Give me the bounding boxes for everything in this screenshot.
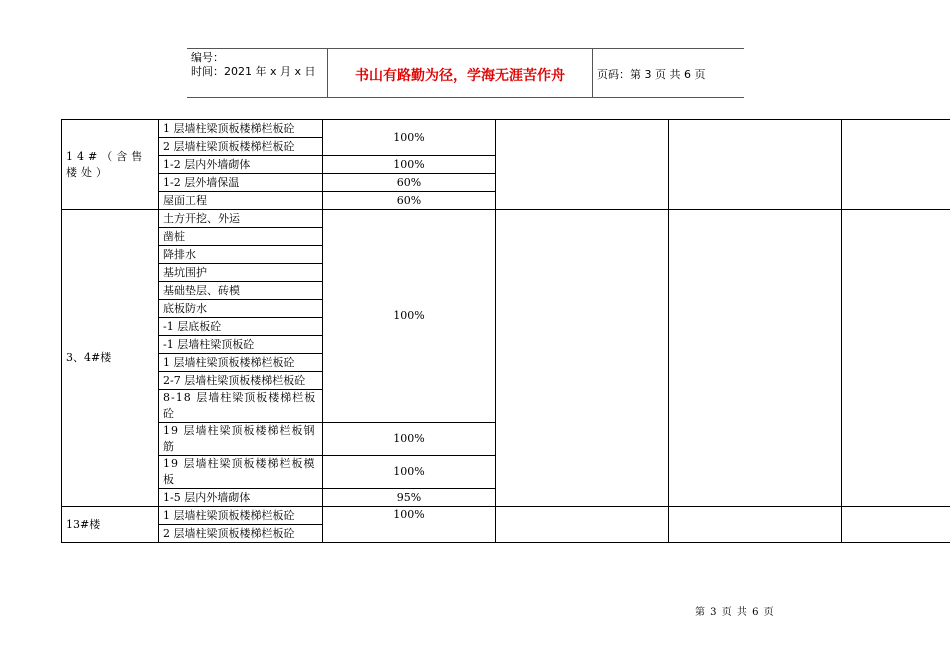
percent-cell: 100% xyxy=(323,456,496,489)
item-cell: 1 层墙柱梁顶板楼梯栏板砼 xyxy=(159,354,323,372)
blank-cell xyxy=(842,210,950,507)
item-cell: 底板防水 xyxy=(159,300,323,318)
item-cell: -1 层底板砼 xyxy=(159,318,323,336)
table-row xyxy=(62,210,950,228)
item-cell: 1 层墙柱梁顶板楼梯栏板砼 xyxy=(159,120,323,138)
blank-cell xyxy=(842,507,950,543)
item-cell: 19 层墙柱梁顶板楼梯栏板模板 xyxy=(159,456,323,489)
item-cell: 2-7 层墙柱梁顶板楼梯栏板砼 xyxy=(159,372,323,390)
item-cell: 1-2 层内外墙砌体 xyxy=(159,156,323,174)
group-name-14: 14#（含售楼处） xyxy=(62,120,159,210)
item-cell: 土方开挖、外运 xyxy=(159,210,323,228)
header-meta xyxy=(191,51,316,79)
item-cell: 屋面工程 xyxy=(159,192,323,210)
item-cell: 1-5 层内外墙砌体 xyxy=(159,489,323,507)
table-row xyxy=(62,507,950,525)
item-cell: -1 层墙柱梁顶板砼 xyxy=(159,336,323,354)
item-cell: 1-2 层外墙保温 xyxy=(159,174,323,192)
item-cell: 2 层墙柱梁顶板楼梯栏板砼 xyxy=(159,525,323,543)
percent-cell: 100% xyxy=(323,507,496,543)
percent-cell: 95% xyxy=(323,489,496,507)
blank-cell xyxy=(496,210,669,507)
item-cell: 19 层墙柱梁顶板楼梯栏板钢筋 xyxy=(159,423,323,456)
blank-cell xyxy=(669,507,842,543)
percent-cell: 100% xyxy=(323,156,496,174)
number-label: 编号： xyxy=(191,51,224,64)
item-cell: 基础垫层、砖模 xyxy=(159,282,323,300)
progress-table xyxy=(61,119,950,543)
header-divider xyxy=(592,49,593,97)
percent-cell: 60% xyxy=(323,192,496,210)
blank-cell xyxy=(496,507,669,543)
percent-cell: 100% xyxy=(323,120,496,156)
item-cell: 2 层墙柱梁顶板楼梯栏板砼 xyxy=(159,138,323,156)
blank-cell xyxy=(496,120,669,210)
item-cell: 1 层墙柱梁顶板楼梯栏板砼 xyxy=(159,507,323,525)
header-divider xyxy=(327,49,328,97)
item-cell: 8-18 层墙柱梁顶板楼梯栏板砼 xyxy=(159,390,323,423)
time-label: 时间：2021 年 x 月 x 日 xyxy=(191,65,316,78)
header-motto: 书山有路勤为径，学海无涯苦作舟 xyxy=(355,68,565,84)
percent-cell: 100% xyxy=(323,210,496,423)
item-cell: 凿桩 xyxy=(159,228,323,246)
blank-cell xyxy=(669,210,842,507)
percent-cell: 60% xyxy=(323,174,496,192)
page-label: 页码：第 3 页 共 6 页 xyxy=(597,68,706,81)
table-row xyxy=(62,120,950,138)
group-name-13: 13#楼 xyxy=(62,507,159,543)
document-header xyxy=(187,48,744,98)
blank-cell xyxy=(669,120,842,210)
item-cell: 降排水 xyxy=(159,246,323,264)
item-cell: 基坑围护 xyxy=(159,264,323,282)
blank-cell xyxy=(842,120,950,210)
page-footer: 第 3 页 共 6 页 xyxy=(695,607,775,618)
percent-cell: 100% xyxy=(323,423,496,456)
group-name-3-4: 3、4#楼 xyxy=(62,210,159,507)
